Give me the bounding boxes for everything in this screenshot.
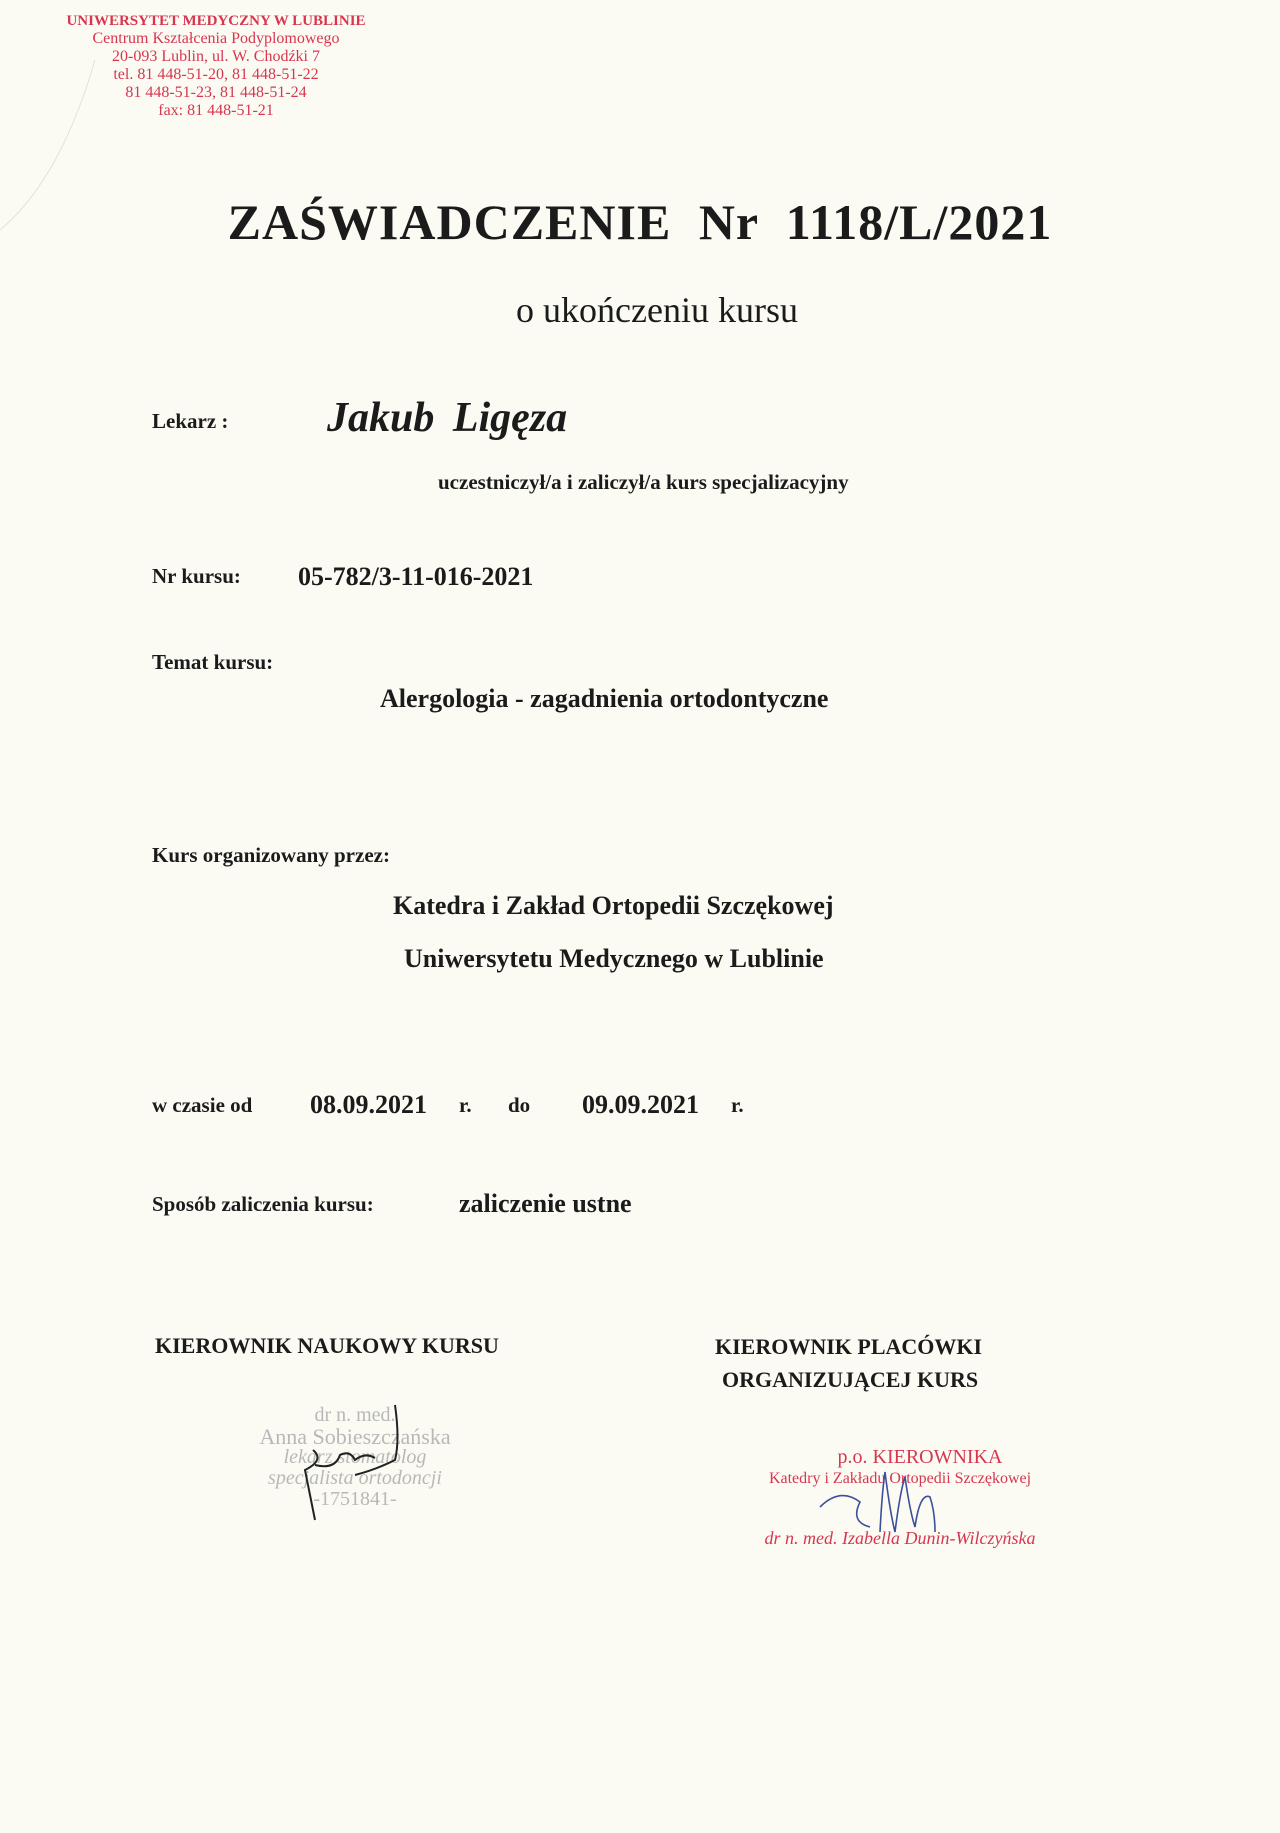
period-r1: r. [459, 1093, 472, 1117]
stamp-line: Anna Sobieszczańska [259, 1424, 451, 1449]
stamp-line: Katedry i Zakładu Ortopedii Szczękowej [768, 1470, 1032, 1487]
doctor-name: Jakub Ligęza [327, 395, 568, 441]
participation-text: uczestniczył/a i zaliczył/a kurs specjalizacyjny [438, 470, 849, 494]
left-signature-heading: KIEROWNIK NAUKOWY KURSU [155, 1333, 499, 1358]
stamp-line: lekarz stomatolog [283, 1446, 427, 1468]
organizer-label: Kurs organizowany przez: [152, 843, 390, 867]
course-number-label: Nr kursu: [152, 564, 241, 588]
right-handwritten-signature [810, 1462, 1010, 1552]
paper-fold-line [0, 60, 100, 320]
organizer-line2: Uniwersytetu Medycznego w Lublinie [404, 944, 824, 973]
right-signature-heading-2: ORGANIZUJĄCEJ KURS [722, 1367, 979, 1392]
stamp-line: specjalista ortodoncji [268, 1467, 442, 1489]
stamp-line: dr n. med. [314, 1404, 396, 1426]
doctor-label: Lekarz : [152, 409, 229, 433]
stamp-line: UNIWERSYTET MEDYCZNY W LUBLINIE [66, 13, 366, 29]
stamp-line: fax: 81 448-51-21 [158, 102, 274, 119]
stamp-line: -1751841- [313, 1488, 397, 1510]
period-from-date: 08.09.2021 [310, 1090, 427, 1119]
stamp-line: dr n. med. Izabella Dunin-Wilczyńska [764, 1528, 1036, 1548]
left-handwritten-signature [295, 1400, 415, 1530]
document-title: ZAŚWIADCZENIE Nr 1118/L/2021 [227, 194, 1053, 250]
period-r2: r. [731, 1093, 744, 1117]
right-signature-heading-1: KIEROWNIK PLACÓWKI [715, 1334, 983, 1359]
completion-value: zaliczenie ustne [459, 1189, 632, 1218]
course-number-value: 05-782/3-11-016-2021 [298, 562, 534, 591]
course-topic-value: Alergologia - zagadnienia ortodontyczne [380, 684, 829, 713]
document-subtitle: o ukończeniu kursu [516, 290, 798, 330]
stamp-line: Centrum Kształcenia Podyplomowego [92, 30, 340, 47]
completion-label: Sposób zaliczenia kursu: [152, 1192, 374, 1216]
period-to-label: do [508, 1093, 531, 1117]
stamp-line: tel. 81 448-51-20, 81 448-51-22 [113, 66, 319, 83]
period-from-label: w czasie od [152, 1093, 253, 1117]
stamp-line: 81 448-51-23, 81 448-51-24 [125, 84, 307, 101]
course-topic-label: Temat kursu: [152, 650, 274, 674]
stamp-line: p.o. KIEROWNIKA [837, 1446, 1003, 1468]
stamp-line: 20-093 Lublin, ul. W. Chodźki 7 [112, 48, 320, 65]
period-to-date: 09.09.2021 [582, 1090, 699, 1119]
organizer-line1: Katedra i Zakład Ortopedii Szczękowej [393, 891, 834, 920]
